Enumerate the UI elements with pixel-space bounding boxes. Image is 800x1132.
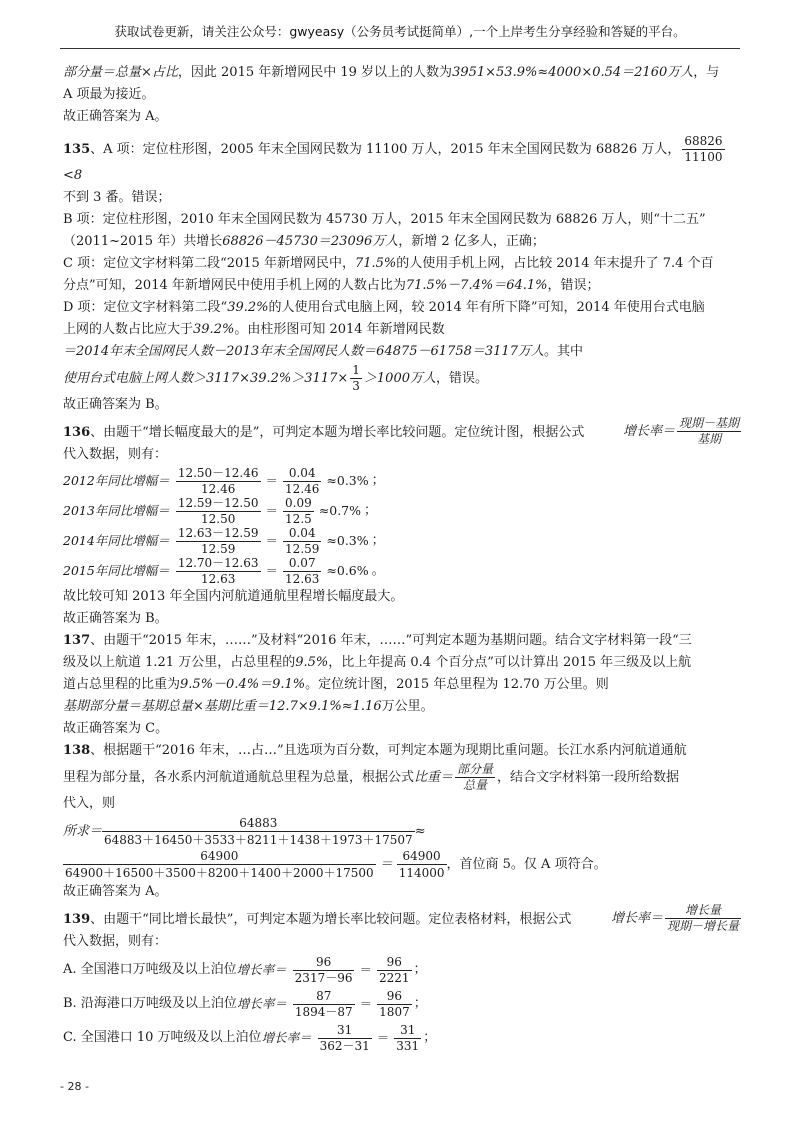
q139-option-rows bbox=[63, 953, 743, 1055]
equals-sign: ＝ bbox=[359, 996, 373, 1011]
denominator: 2221 bbox=[379, 970, 410, 985]
numerator: 96 bbox=[377, 955, 412, 971]
q134-calc: 3951×53.9%≈4000×0.54＝2160万人 bbox=[452, 65, 694, 80]
q135-d-line-4: 使用台式电脑上网人数＞3117×39.2%＞3117× $\frac{1}{3}$ ＞1000万人 ，错误。 bbox=[63, 363, 489, 393]
q135-d-math: ＝2014年末全国网民人数－2013年末全国网民人数＝64875－61758＝3117万人 bbox=[63, 344, 544, 359]
row-tail: ； bbox=[371, 473, 385, 488]
q137-answer: 故正确答案为 C。 bbox=[63, 721, 169, 736]
denominator: 1894－87 bbox=[294, 1004, 353, 1019]
growth-label: 2012年同比增幅＝ bbox=[63, 473, 170, 488]
denominator: 12.59 bbox=[285, 541, 320, 556]
q138-calc-2: $\frac{64900}{64900+16500+3500+8200+1400+2000+17500}$ ＝ $\frac{64900}{114000}$ ，首位商 5。仅 A 项符合。 bbox=[65, 849, 607, 880]
q135-fraction: $\frac{68826}{11100}$ bbox=[684, 134, 723, 164]
q136-line-1: 136、由题干“增长幅度最大的是”，可判定本题为增长率比较问题。定位统计图，根据公式 bbox=[63, 425, 585, 440]
numerator: 31 bbox=[318, 1023, 372, 1039]
q135-line-2: 不到 3 番。错误； bbox=[63, 190, 171, 205]
growth-row bbox=[63, 556, 743, 586]
growth-row bbox=[63, 466, 743, 496]
q135-d-line-3: ＝2014年末全国网民人数－2013年末全国网民人数＝64875－61758＝3117万人。其中 bbox=[63, 344, 583, 359]
option-label: C. 全国港口 10 万吨级及以上泊位 bbox=[63, 1030, 262, 1045]
equals-sign: ＝ bbox=[265, 503, 279, 518]
denominator: 331 bbox=[396, 1038, 420, 1053]
numerator: 96 bbox=[377, 989, 412, 1005]
q136-intro bbox=[63, 416, 743, 466]
equals-sign: ＝ bbox=[265, 563, 279, 578]
fraction bbox=[377, 989, 412, 1020]
numerator: 12.59－12.50 bbox=[177, 495, 259, 510]
denominator: 2317－96 bbox=[294, 970, 353, 985]
approx-result: ≈0.3% bbox=[326, 533, 369, 548]
q134-line-2: A 项最为接近。 bbox=[63, 87, 155, 102]
q138-answer: 故正确答案为 A。 bbox=[63, 884, 168, 899]
q136-answer: 故正确答案为 B。 bbox=[63, 611, 168, 626]
question-number: 139 bbox=[63, 912, 91, 927]
q135-line-1: 135、A 项：定位柱形图，2005 年末全国网民数为 11100 万人，2015 年末全国网民数为 68826 万人， $\frac{68826}{11100}$ <8 bbox=[63, 134, 723, 183]
q136-conclusion: 故比较可知 2013 年全国内河航道通航里程增长幅度最大。 bbox=[63, 589, 404, 604]
q139-formula: 增长率＝ $\frac{\text{增长量}}{\text{现期－增长量}}$ bbox=[610, 903, 739, 933]
question-number: 135 bbox=[63, 142, 91, 157]
q136-growth-rows bbox=[63, 466, 743, 586]
row-tail: ； bbox=[364, 503, 378, 518]
numerator: 31 bbox=[394, 1023, 421, 1039]
row-tail: ； bbox=[371, 533, 385, 548]
option-row bbox=[63, 987, 743, 1021]
fraction bbox=[176, 466, 261, 497]
approx-result: ≈0.3% bbox=[326, 473, 369, 488]
denominator: 12.46 bbox=[200, 481, 236, 496]
q135-c-line-1: C 项：定位文字材料第二段“2015 年新增网民中，71.5%的人使用手机上网，占比较 2014 年末提升了 7.4 个百 bbox=[63, 256, 714, 271]
q136-line-2: 代入数据，则有： bbox=[63, 447, 168, 462]
denominator: 12.59 bbox=[200, 541, 236, 556]
denominator: 12.63 bbox=[285, 571, 320, 586]
q138-calc-1: 所求＝ $\frac{64883}{64883+16450+3533+8211+1438+1973+17507}$ ≈ bbox=[63, 816, 426, 847]
q137-line-2: 级及以上航道 1.21 万公里，占总里程的9.5%，比上年提高 0.4 个百分点”可以计算出 2015 年三级及以上航 bbox=[63, 655, 692, 670]
growth-rate-label: 增长率＝ bbox=[236, 962, 287, 977]
q135-d-line-1: D 项：定位文字材料第二段“39.2%的人使用台式电脑上网，较 2014 年有所下降”可知，2014 年使用台式电脑 bbox=[63, 300, 705, 315]
fraction bbox=[283, 466, 321, 497]
numerator: 0.07 bbox=[283, 556, 321, 572]
denominator: 12.5 bbox=[285, 511, 312, 526]
fraction bbox=[283, 496, 314, 527]
fraction bbox=[394, 1023, 421, 1054]
q135-c-math: 71.5%－7.4%＝64.1% bbox=[405, 278, 548, 293]
equals-sign: ＝ bbox=[265, 473, 279, 488]
row-tail: ； bbox=[423, 1030, 437, 1045]
q139-line-2: 代入数据，则有： bbox=[63, 934, 168, 949]
numerator: 0.04 bbox=[283, 526, 321, 542]
numerator: 96 bbox=[293, 955, 355, 971]
numerator: 0.04 bbox=[283, 466, 321, 482]
one-third-fraction: $\frac{1}{3}$ bbox=[352, 363, 360, 393]
option-row bbox=[63, 953, 743, 987]
denominator: 362－31 bbox=[319, 1038, 370, 1053]
denominator: 1807 bbox=[379, 1004, 410, 1019]
equals-sign: ＝ bbox=[265, 533, 279, 548]
approx-result: ≈0.7% bbox=[318, 503, 361, 518]
fraction bbox=[377, 955, 412, 986]
row-tail: ； bbox=[413, 962, 427, 977]
q135-d-line-2: 上网的人数占比应大于39.2%。由柱形图可知 2014 年新增网民数 bbox=[63, 322, 445, 337]
equals-sign: ＝ bbox=[376, 1030, 390, 1045]
denominator: 12.63 bbox=[200, 571, 236, 586]
growth-row bbox=[63, 496, 743, 526]
fraction bbox=[318, 1023, 372, 1054]
q137-line-3: 道占总里程的比重为9.5%－0.4%＝9.1%。定位统计图，2015 年总里程为 12.70 万公里。则 bbox=[63, 677, 609, 692]
fraction bbox=[176, 556, 261, 587]
page-content bbox=[63, 62, 743, 1055]
q138-line-1: 138、根据题干“2016 年末，…占…”且选项为百分数，可判定本题为现期比重问题。长江水系内河航道通航 bbox=[63, 743, 687, 758]
q137-line-1: 137、由题干“2015 年末，……”及材料“2016 年末，……”可判定本题为基期问题。结合文字材料第一段“三 bbox=[63, 633, 692, 648]
numerator: 12.63－12.59 bbox=[177, 525, 259, 540]
approx-result: ≈0.6% bbox=[326, 563, 369, 578]
denominator: 12.46 bbox=[285, 481, 320, 496]
q139-intro bbox=[63, 903, 743, 953]
fraction bbox=[176, 526, 261, 557]
question-number: 138 bbox=[63, 743, 91, 758]
question-number: 136 bbox=[63, 425, 91, 440]
q137-line-4: 基期部分量＝基期总量×基期比重＝12.7×9.1%≈1.16万公里。 bbox=[63, 699, 434, 714]
q138-line-3: 代入，则 bbox=[63, 796, 116, 811]
option-row bbox=[63, 1021, 743, 1055]
q135-b-line-2: （2011~2015 年）共增长68826－45730＝23096万人，新增 2 亿多人，正确； bbox=[63, 234, 545, 249]
numerator: 87 bbox=[293, 989, 355, 1005]
q139-line-1: 139、由题干“同比增长最快”，可判定本题为增长率比较问题。定位表格材料，根据公式 bbox=[63, 912, 572, 927]
fraction bbox=[293, 955, 355, 986]
fraction bbox=[283, 556, 321, 587]
q135-b-math: 68826－45730＝23096万人 bbox=[222, 234, 399, 249]
fraction bbox=[176, 496, 261, 527]
growth-row bbox=[63, 526, 743, 556]
growth-label: 2015年同比增幅＝ bbox=[63, 563, 170, 578]
q134-line-1: 部分量＝总量×占比，因此 2015 年新增网民中 19 岁以上的人数为3951×53.9%≈4000×0.54＝2160万人，与 bbox=[63, 65, 720, 80]
option-label: B. 沿海港口万吨级及以上泊位 bbox=[63, 996, 237, 1011]
equals-sign: ＝ bbox=[359, 962, 372, 977]
growth-label: 2014年同比增幅＝ bbox=[63, 533, 170, 548]
growth-label: 2013年同比增幅＝ bbox=[63, 503, 170, 518]
q134-answer: 故正确答案为 A。 bbox=[63, 109, 168, 124]
q134-lead-math: 部分量＝总量×占比 bbox=[63, 65, 178, 80]
numerator: 12.50－12.46 bbox=[177, 465, 259, 480]
header-rule bbox=[60, 48, 740, 49]
growth-rate-label: 增长率＝ bbox=[236, 996, 287, 1011]
option-label: A. 全国港口万吨级及以上泊位 bbox=[63, 962, 237, 977]
q138-line-2: 里程为部分量，各水系内河航道通航总里程为总量，根据公式 比重＝ $\frac{\text{部分量}}{\text{总量}}$ ，结合文字材料第一段所给数据 bbox=[63, 762, 680, 792]
fraction bbox=[293, 989, 355, 1020]
numerator: 0.09 bbox=[285, 495, 312, 510]
numerator: 12.70－12.63 bbox=[177, 555, 259, 570]
q136-formula: 增长率＝ $\frac{\text{现期－基期}}{\text{基期}}$ bbox=[622, 416, 739, 446]
page-header: 获取试卷更新，请关注公众号：gwyeasy（公务员考试挺简单）,一个上岸考生分享经验和答疑的平台。 bbox=[114, 24, 686, 39]
row-tail: 。 bbox=[371, 563, 385, 578]
q135-b-line-1: B 项：定位柱形图，2010 年末全国网民数为 45730 万人，2015 年末全国网民数为 68826 万人，则“十二五” bbox=[63, 212, 706, 227]
denominator: 12.50 bbox=[200, 511, 236, 526]
growth-rate-label: 增长率＝ bbox=[261, 1030, 312, 1045]
q135-c-line-2: 分点”可知，2014 年新增网民中使用手机上网的人数占比为71.5%－7.4%＝64.1%，错误； bbox=[63, 278, 600, 293]
q135-answer: 故正确答案为 B。 bbox=[63, 397, 168, 412]
fraction bbox=[283, 526, 321, 557]
page-number: - 28 - bbox=[60, 1080, 89, 1093]
question-number: 137 bbox=[63, 633, 91, 648]
row-tail: ； bbox=[413, 996, 427, 1011]
